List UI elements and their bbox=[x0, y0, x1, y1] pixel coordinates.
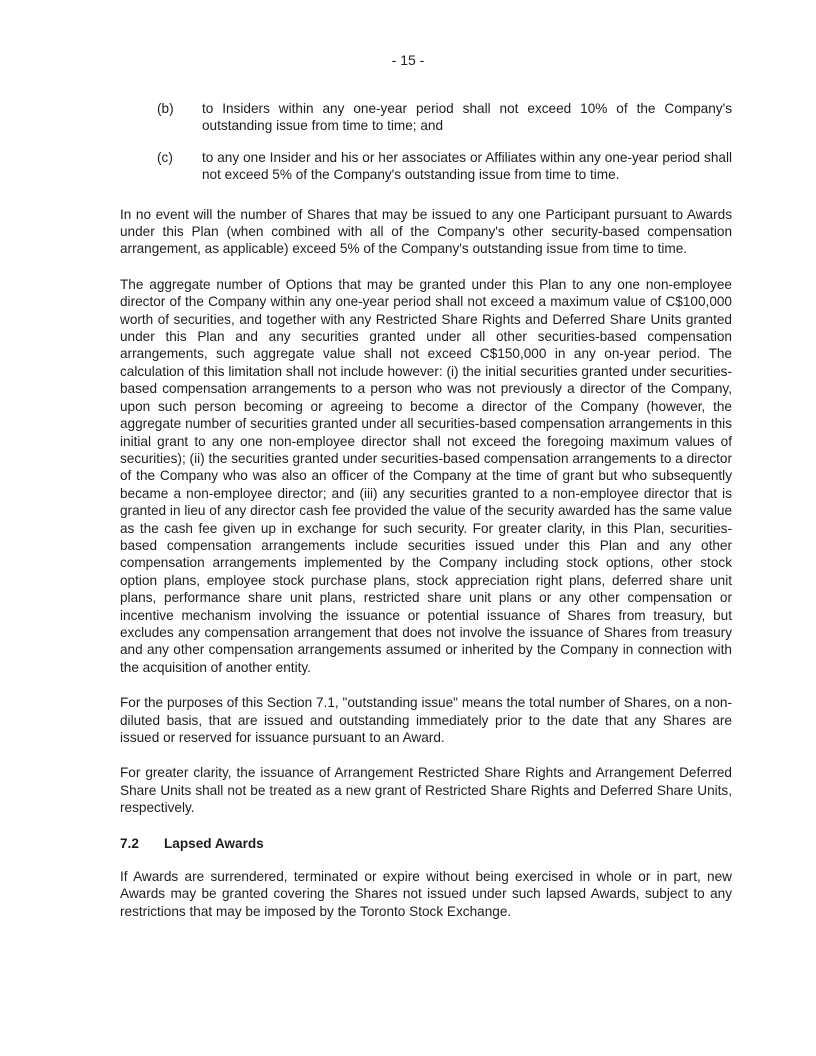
page-content bbox=[120, 100, 732, 938]
paragraph-outstanding-issue: For the purposes of this Section 7.1, "outstanding issue" means the total number of Shares, on a non-diluted basis, that are issued and outstanding immediately prior to the date that any Shares are issued or reserved for issuance pursuant to an Award. bbox=[120, 695, 732, 745]
paragraph-greater-clarity: For greater clarity, the issuance of Arrangement Restricted Share Rights and Arrangement Deferred Share Units shall not be treated as a new grant of Restricted Share Rights and Deferred Share Units, respectively. bbox=[120, 765, 732, 816]
list-text: to Insiders within any one-year period shall not exceed 10% of the Company's outstanding issue from time to time; and bbox=[202, 101, 732, 134]
paragraph-lapsed-awards: If Awards are surrendered, terminated or expire without being exercised in whole or in part, new Awards may be granted covering the Shares not issued under such lapsed Awards, subject to any restrictions that may be imposed by the Toronto Stock Exchange. bbox=[120, 869, 732, 919]
section-number: 7.2 bbox=[120, 835, 139, 851]
list-marker: (c) bbox=[157, 149, 173, 165]
paragraph-director-limit: The aggregate number of Options that may be granted under this Plan to any one non-employee director of the Company within any one-year period shall not exceed a maximum value of C$100,000 worth of securities, and together with any Restricted Share Rights and Deferred Share Units granted under this Plan and any securities granted under all other securities-based compensation arrangements, such aggregate value shall not exceed C$150,000 in any on-year period. The calculation of this limitation shall not include however: (i) the initial securities granted under securities-based compensation arrangements to a person who was not previously a director of the Company, upon such person becoming or agreeing to become a director of the Company (however, the aggregate number of securities granted under all securities-based compensation arrangements in this initial grant to any one non-employee director shall not exceed the foregoing maximum values of securities); (ii) the securities granted under securities-based compensation arrangements to a director of the Company who was also an officer of the Company at the time of grant but who subsequently became a non-employee director; and (iii) any securities granted to a non-employee director that is granted in lieu of any director cash fee provided the value of the security awarded has the same value as the cash fee given up in exchange for such security. For greater clarity, in this Plan, securities-based compensation arrangements include securities issued under this Plan and any other compensation arrangements implemented by the Company including stock options, other stock option plans, employee stock purchase plans, stock appreciation right plans, deferred share unit plans, performance share unit plans, restricted share unit plans or any other compensation or incentive mechanism involving the issuance or potential issuance of Shares from treasury, but excludes any compensation arrangement that does not involve the issuance of Shares from treasury and any other compensation arrangements assumed or inherited by the Company in connection with the acquisition of another entity. bbox=[120, 276, 732, 675]
list-item-c bbox=[157, 149, 732, 184]
section-title: Lapsed Awards bbox=[164, 835, 264, 851]
section-heading bbox=[120, 835, 732, 852]
list-item-b bbox=[157, 100, 732, 135]
page-number: - 15 - bbox=[391, 52, 425, 68]
list-text: to any one Insider and his or her associates or Affiliates within any one-year period shall not exceed 5% of the Company's outstanding issue from time to time. bbox=[202, 149, 732, 183]
list-marker: (b) bbox=[157, 101, 174, 116]
paragraph-participant-limit: In no event will the number of Shares that may be issued to any one Participant pursuant to Awards under this Plan (when combined with all of the Company's other security-based compensation arrangement, as applicable) exceed 5% of the Company's outstanding issue from time to time. bbox=[120, 206, 732, 257]
